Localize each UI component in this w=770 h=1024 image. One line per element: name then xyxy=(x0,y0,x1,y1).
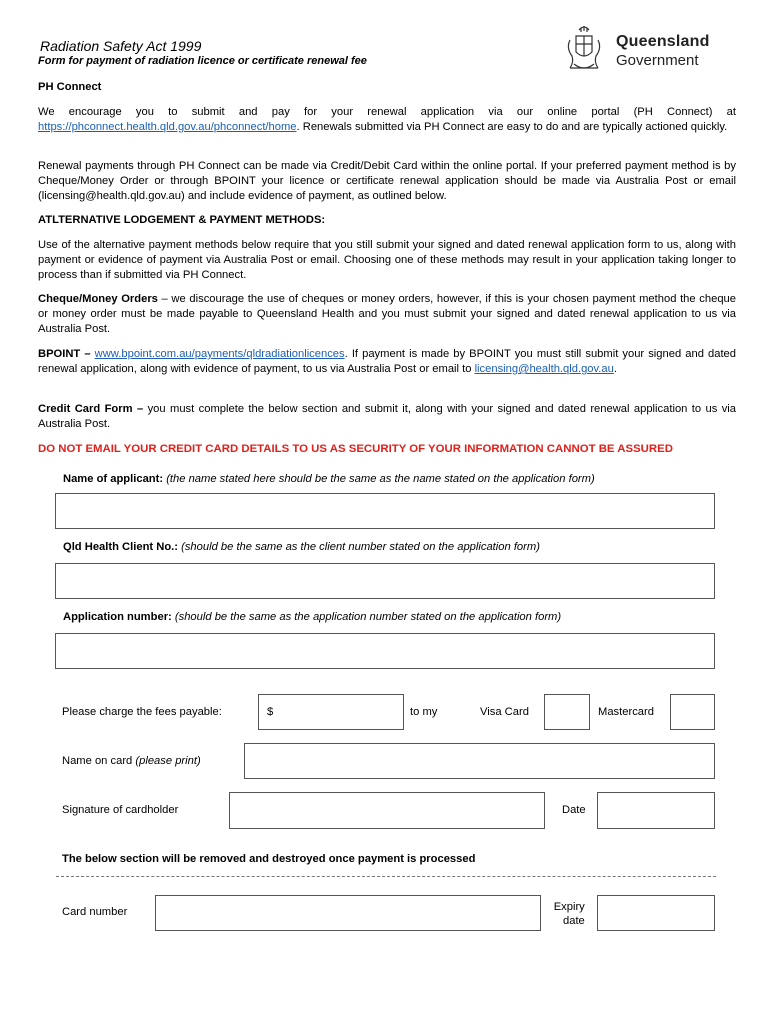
appnum-hint: (should be the same as the application number stated on the application form) xyxy=(174,611,562,623)
coat-of-arms-icon xyxy=(562,22,606,74)
name-on-card-label xyxy=(62,755,201,767)
mastercard-checkbox[interactable] xyxy=(670,694,715,730)
cheque-paragraph xyxy=(38,292,736,337)
to-my-label: to my xyxy=(410,706,438,718)
dollar-sign: $ xyxy=(267,706,274,718)
date-label: Date xyxy=(562,804,586,816)
credit-card-label: Credit Card Form – xyxy=(38,403,144,415)
charge-label: Please charge the fees payable: xyxy=(62,706,222,718)
bpoint-end: . xyxy=(613,363,617,375)
applicant-name-input[interactable] xyxy=(55,493,715,529)
card-number-input[interactable] xyxy=(155,895,541,931)
appnum-label: Application number: xyxy=(63,611,172,623)
cut-line-divider xyxy=(56,876,716,877)
credit-card-paragraph xyxy=(38,402,736,432)
expiry-label-line2: date xyxy=(563,915,585,927)
form-title: Form for payment of radiation licence or certificate renewal fee xyxy=(38,55,367,67)
security-warning: DO NOT EMAIL YOUR CREDIT CARD DETAILS TO US AS SECURITY OF YOUR INFORMATION CANNOT BE ASSURED xyxy=(38,443,673,455)
visa-label: Visa Card xyxy=(480,706,529,718)
signature-label: Signature of cardholder xyxy=(62,804,179,816)
expiry-label-line1: Expiry xyxy=(553,901,585,913)
logo-text-queensland: Queensland xyxy=(616,33,710,50)
appnum-label-row xyxy=(63,611,561,623)
mastercard-label: Mastercard xyxy=(598,706,654,718)
card-number-label: Card number xyxy=(62,906,128,918)
licensing-email-link[interactable]: licensing@health.qld.gov.au xyxy=(474,363,614,375)
bpoint-text: . If payment is made by BPOINT you must still submit your signed and dated renewal application, along with evidence of payment, to us via Australia Post or email to xyxy=(38,348,736,375)
name-on-card-text: Name on card xyxy=(62,755,133,767)
application-number-input[interactable] xyxy=(55,633,715,669)
queensland-government-logo xyxy=(558,22,718,74)
ph-connect-text-after: . Renewals submitted via PH Connect are easy to do and are typically actioned quickly. xyxy=(296,121,728,133)
applicant-hint: (the name stated here should be the same as the name stated on the application form) xyxy=(166,473,595,485)
ph-connect-paragraph-1 xyxy=(38,105,736,135)
bpoint-paragraph xyxy=(38,347,736,377)
ph-connect-text: We encourage you to submit and pay for your renewal application via our online portal (PH Connect) at xyxy=(38,106,736,118)
signature-input[interactable] xyxy=(229,792,545,829)
applicant-label: Name of applicant: xyxy=(63,473,164,485)
name-on-card-hint: (please print) xyxy=(135,755,201,767)
fee-amount-input[interactable] xyxy=(258,694,404,730)
ph-connect-heading: PH Connect xyxy=(38,81,102,93)
visa-checkbox[interactable] xyxy=(544,694,590,730)
cheque-text: – we discourage the use of cheques or money orders, however, if this is your chosen payment method the cheque or money order must be made payable to Queensland Health and you must submit your signed and dated renewal application to us via Australia Post. xyxy=(38,293,736,335)
credit-card-text: you must complete the below section and submit it, along with your signed and dated renewal application to us via Australia Post. xyxy=(38,403,737,430)
alternative-intro: Use of the alternative payment methods below require that you still submit your signed and dated renewal application form to us, along with payment or evidence of payment via Australia Post or email. Choosing one of these methods may result in your application taking longer to process than if submitted via PH Connect. xyxy=(38,239,736,281)
client-label-row xyxy=(63,541,540,553)
client-number-input[interactable] xyxy=(55,563,715,599)
date-input[interactable] xyxy=(597,792,715,829)
bpoint-label: BPOINT – xyxy=(38,348,91,360)
ph-connect-link[interactable]: https://phconnect.health.qld.gov.au/phconnect/home xyxy=(38,121,297,133)
act-title: Radiation Safety Act 1999 xyxy=(40,38,202,54)
name-on-card-input[interactable] xyxy=(244,743,715,779)
logo-text-government: Government xyxy=(616,52,699,69)
client-label: Qld Health Client No.: xyxy=(63,541,178,553)
ph-connect-paragraph-2: Renewal payments through PH Connect can be made via Credit/Debit Card within the online portal. If your preferred payment method is by Cheque/Money Order or through BPOINT your licence or certificate renewal application should be made via Australia Post or email (licensing@health.qld.gov.au) and include evidence of payment, as outlined below. xyxy=(38,160,736,202)
bpoint-link[interactable]: www.bpoint.com.au/payments/qldradiationlicences xyxy=(94,348,345,360)
cheque-label: Cheque/Money Orders xyxy=(38,293,158,305)
client-hint: (should be the same as the client number stated on the application form) xyxy=(181,541,540,553)
expiry-label xyxy=(553,900,585,928)
alternative-heading: ATLTERNATIVE LODGEMENT & PAYMENT METHODS: xyxy=(38,214,326,226)
expiry-date-input[interactable] xyxy=(597,895,715,931)
removed-section-note: The below section will be removed and destroyed once payment is processed xyxy=(62,853,476,865)
applicant-label-row xyxy=(63,473,595,485)
